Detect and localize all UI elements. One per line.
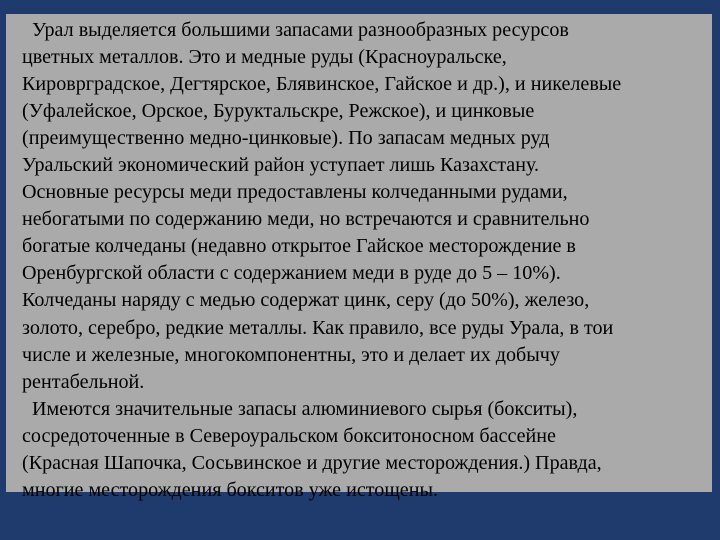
paragraph-aluminium-raw-materials [22, 396, 702, 504]
text-line: Основные ресурсы меди предоставлены колчеданными рудами, [22, 181, 568, 204]
text-line: Оренбургской области с содержанием меди в руде до 5 – 10%). [22, 262, 561, 285]
text-line: Кироврградское, Дегтярское, Блявинское, Гайское и др.), и никелевые [22, 73, 622, 96]
paragraph-ural-non-ferrous-metals [22, 17, 702, 396]
text-line: (Уфалейское, Орское, Буруктальскре, Режское), и цинковые [22, 100, 535, 123]
text-line: числе и железные, многокомпонентны, это и делает их добычу [22, 343, 560, 366]
text-line: небогатыми по содержанию меди, но встречаются и сравнительно [22, 208, 590, 231]
text-line: (Красная Шапочка, Сосьвинское и другие месторождения.) Правда, [22, 451, 602, 474]
text-line: сосредоточенные в Североуральском бокситоносном бассейне [22, 424, 556, 447]
text-line: многие месторождения бокситов уже истощены. [22, 478, 438, 501]
text-line: Урал выделяется большими запасами разнообразных ресурсов [32, 19, 569, 41]
text-line: золото, серебро, редкие металлы. Как правило, все руды Урала, в тои [22, 316, 614, 339]
text-line: богатые колчеданы (недавно открытое Гайское месторождение в [22, 235, 576, 258]
slide-text-box [6, 14, 712, 501]
text-line: (преимущественно медно-цинковые). По запасам медных руд [22, 127, 550, 150]
text-line: Имеются значительные запасы алюминиевого сырья (бокситы), [32, 397, 578, 420]
text-line: Уральский экономический район уступает лишь Казахстану. [22, 154, 540, 177]
text-line: цветных металлов. Это и медные руды (Красноуральске, [22, 46, 507, 69]
text-line: рентабельной. [22, 370, 145, 393]
text-line: Колчеданы наряду с медью содержат цинк, серу (до 50%), железо, [22, 289, 590, 312]
